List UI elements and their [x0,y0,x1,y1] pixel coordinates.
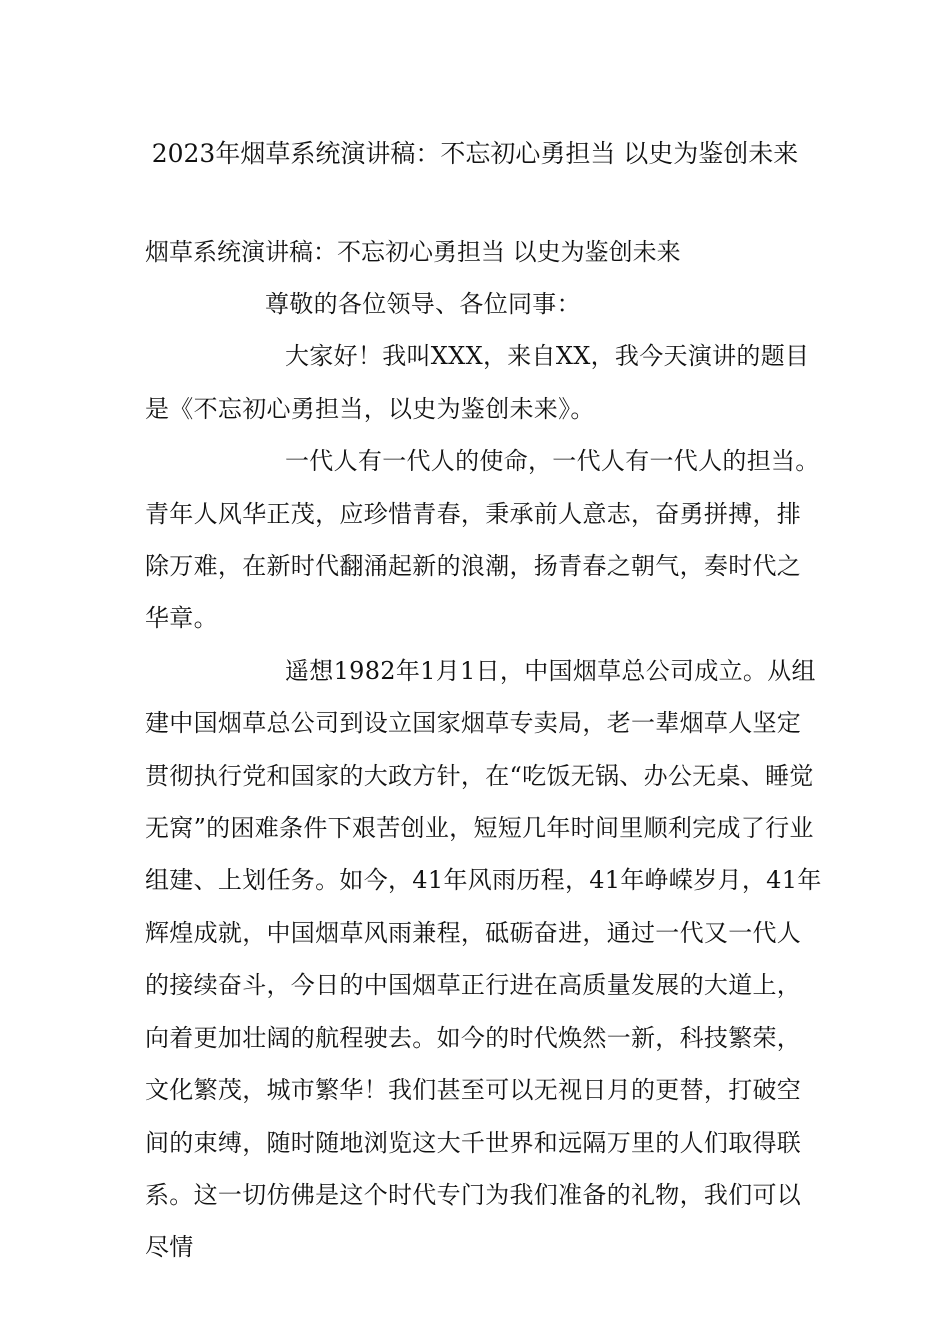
document-subtitle: 烟草系统演讲稿：不忘初心勇担当 以史为鉴创未来 [145,238,681,266]
greeting: 尊敬的各位领导、各位同事： [265,290,581,318]
document-title: 2023年烟草系统演讲稿：不忘初心勇担当 以史为鉴创未来 [151,139,799,168]
paragraph-intro: 大家好！我叫XXX，来自XX，我今天演讲的题目是《不忘初心勇担当，以史为鉴创未来》。 [145,342,810,423]
paragraph-mission: 一代人有一代人的使命，一代人有一代人的担当。青年人风华正茂，应珍惜青春，秉承前人意志，奋勇拼搏，排除万难，在新时代翻涌起新的浪潮，扬青春之朝气，奏时代之华章。 [145,447,820,633]
paragraph-history: 遥想1982年1月1日，中国烟草总公司成立。从组建中国烟草总公司到设立国家烟草专卖局，老一辈烟草人坚定贯彻执行党和国家的大政方针，在“吃饭无锅、办公无桌、睡觉无窝”的困难条件下艰苦创业，短短几年时间里顺利完成了行业组建、上划任务。如今，41年风雨历程，41年峥嵘岁月，41年辉煌成就，中国烟草风雨兼程，砥砺奋进，通过一代又一代人的接续奋斗，今日的中国烟草正行进在高质量发展的大道上，向着更加壮阔的航程驶去。如今的时代焕然一新，科技繁荣，文化繁茂，城市繁华！我们甚至可以无视日月的更替，打破空间的束缚，随时随地浏览这大千世界和远隔万里的人们取得联系。这一切仿佛是这个时代专门为我们准备的礼物，我们可以尽情 [145,656,822,1262]
document-body [145,278,825,1274]
